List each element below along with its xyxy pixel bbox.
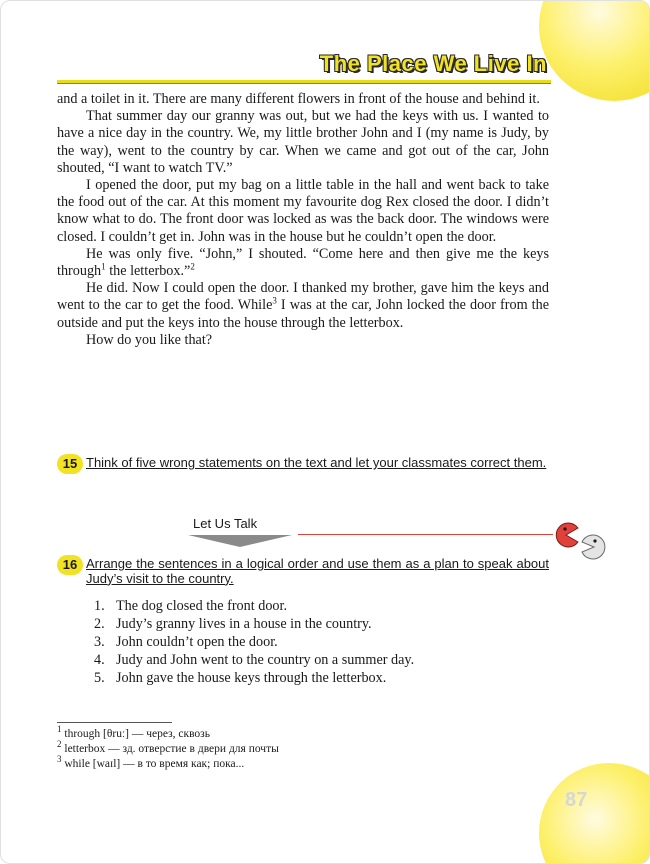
list-number: 5. <box>94 670 105 686</box>
story-text-span: I was at the car, John locked the door from the outside and put the keys into the house through the letterbox. <box>57 297 549 331</box>
list-number: 3. <box>94 634 105 650</box>
page-number: 87 <box>565 789 588 811</box>
story-paragraph: How do you like that? <box>86 331 213 348</box>
footnote-text: while [waɪl] — в то время как; пока... <box>64 758 245 770</box>
footnote-text: through [θruː] — через, сквозь <box>64 728 210 740</box>
task-16 <box>57 557 549 586</box>
story-paragraph: That summer day our granny was out, but we had the keys with us. I wanted to have a nice day in the country. We, my little brother John and I (my name is Judy, by the way), went to the country by car. When we came and got out of the car, John shouted, “I want to watch TV.” <box>57 108 549 176</box>
list-number: 2. <box>94 616 105 632</box>
footnote-ref: 3 <box>272 295 277 306</box>
ghost-icon <box>581 534 607 560</box>
story-paragraph: I opened the door, put my bag on a little table in the hall and went back to take the food out of the car. At this moment my favourite dog Rex closed the door. I didn’t know what to do. The front door was locked as was the back door. The windows were closed. I couldn’t get in. John was in the house but he couldn’t open the door. <box>57 177 549 245</box>
list-number: 1. <box>94 598 105 614</box>
story-text-span: He did. Now I could open the door. I thanked my brother, gave him the keys and went to the car to get the food. While <box>57 280 549 314</box>
corner-decoration-top <box>539 0 650 101</box>
list-item <box>94 597 549 615</box>
list-text: The dog closed the front door. <box>116 598 287 614</box>
story-text-span: the letterbox.” <box>105 263 191 280</box>
footnotes <box>57 724 397 772</box>
task-instruction: Think of five wrong statements on the text and let your classmates correct them. <box>86 455 547 470</box>
task-number-badge: 15 <box>57 454 83 474</box>
section-rule <box>298 534 553 535</box>
list-item <box>94 633 549 651</box>
sentence-list <box>94 597 549 687</box>
list-text: Judy and John went to the country on a summer day. <box>116 652 415 668</box>
section-heading: Let Us Talk <box>193 516 258 531</box>
list-item <box>94 669 549 687</box>
footnote-mark: 2 <box>57 739 62 750</box>
story-text-span: He was only five. “John,” I shouted. “Come here and then give me the keys through <box>57 245 549 280</box>
task-15 <box>57 456 549 471</box>
footnote-mark: 3 <box>57 754 62 765</box>
list-number: 4. <box>94 652 105 668</box>
pacman-icon <box>553 522 579 548</box>
footnote-ref: 1 <box>101 261 106 272</box>
footnote <box>57 739 397 757</box>
title-underline <box>57 80 551 84</box>
section-arrow <box>188 535 292 547</box>
list-text: John couldn’t open the door. <box>116 634 278 650</box>
page-title: The Place We Live In <box>319 51 547 76</box>
list-text: Judy’s granny lives in a house in the country. <box>116 616 372 632</box>
list-item <box>94 615 549 633</box>
story-paragraph <box>57 280 549 332</box>
footnote <box>57 754 397 772</box>
footnote <box>57 724 397 742</box>
list-text: John gave the house keys through the letterbox. <box>116 670 387 686</box>
story-text <box>57 91 549 349</box>
task-instruction: Arrange the sentences in a logical order and use them as a plan to speak about Judy’s visit to the country. <box>86 556 549 586</box>
task-number-badge: 16 <box>57 555 83 575</box>
list-item <box>94 651 549 669</box>
corner-decoration-bottom <box>539 763 650 864</box>
footnote-text: letterbox — зд. отверстие в двери для почты <box>64 743 279 755</box>
footnote-mark: 1 <box>57 724 62 735</box>
footnote-divider <box>57 722 172 723</box>
footnote-ref: 2 <box>190 261 195 272</box>
story-paragraph: and a toilet in it. There are many different flowers in front of the house and behind it. <box>57 91 540 107</box>
story-paragraph <box>57 246 549 280</box>
